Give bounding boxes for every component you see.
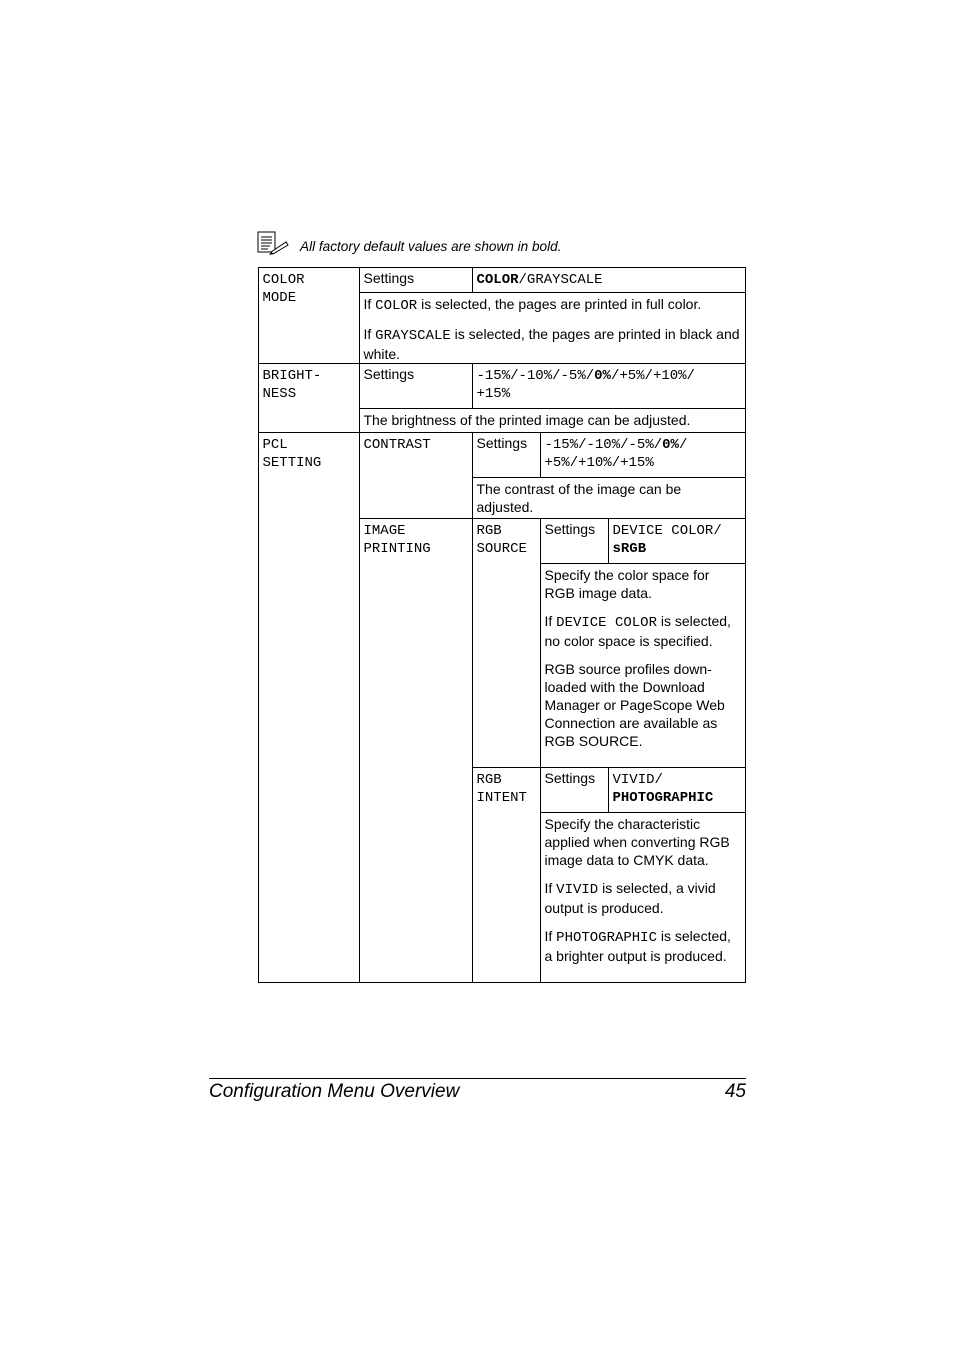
brightness-settings-label — [359, 363, 472, 408]
note-text: All factory default values are shown in bold. — [300, 239, 562, 254]
table-border-top — [258, 267, 746, 268]
settings-label: Settings — [363, 270, 415, 286]
default-value: 0% — [662, 437, 679, 453]
default-value: 0% — [594, 368, 611, 384]
image-printing-label: IMAGE PRINTING — [363, 523, 431, 557]
rgb-intent-setting-values: VIVID/ PHOTOGRAPHIC — [612, 772, 714, 806]
description-paragraph: Specify the color space for RGB image data. — [544, 567, 710, 601]
brightness-description — [359, 408, 746, 432]
table-rule — [472, 267, 473, 292]
color-mode-label — [258, 267, 359, 363]
rgb-source-description — [540, 563, 746, 767]
settings-label: Settings — [544, 521, 596, 537]
description-text: The contrast of the image can be adjusted. — [476, 481, 682, 515]
table-rule — [359, 267, 360, 983]
color-mode-label-line2: MODE — [262, 290, 297, 306]
rgb-intent-description — [540, 812, 746, 983]
pcl-label-line2: SETTING — [262, 455, 322, 471]
table-rule — [258, 432, 746, 433]
rgb-source-settings-label — [540, 518, 608, 563]
table-rule — [472, 477, 746, 478]
color-mode-settings-label — [359, 267, 472, 292]
table-rule — [608, 518, 609, 563]
description-paragraph: If VIVID is selected, a vivid output is produced. — [544, 880, 716, 916]
default-value: sRGB — [612, 541, 647, 557]
contrast-label: CONTRAST — [363, 437, 431, 453]
description-text: The brightness of the printed image can be adjusted. — [363, 412, 691, 428]
rgb-intent-settings-label — [540, 767, 608, 812]
table-border-left — [258, 267, 259, 983]
brightness-label — [258, 363, 359, 432]
table-rule — [472, 432, 473, 983]
description-paragraph: If PHOTOGRAPHIC is selected, a brighter output is produced. — [544, 928, 731, 964]
color-mode-description — [359, 292, 746, 363]
description-paragraph: If COLOR is selected, the pages are printed in full color. — [363, 296, 702, 314]
color-mode-setting-values — [472, 267, 746, 292]
default-value: PHOTOGRAPHIC — [612, 790, 714, 806]
contrast-description — [472, 477, 746, 518]
table-rule — [472, 767, 746, 768]
pcl-setting-label — [258, 432, 359, 983]
settings-label: Settings — [363, 366, 415, 382]
table-rule — [540, 518, 541, 983]
table-rule — [359, 408, 746, 409]
description-paragraph: If DEVICE COLOR is selected, no color space is specified. — [544, 613, 731, 649]
description-paragraph: Specify the characteristic applied when converting RGB image data to CMYK data. — [544, 816, 730, 868]
default-value: COLOR — [476, 272, 519, 288]
table-border-bottom — [258, 982, 746, 983]
settings-table — [258, 267, 746, 983]
settings-label: Settings — [476, 435, 528, 451]
brightness-label-line2: NESS — [262, 386, 297, 402]
table-rule — [540, 563, 746, 564]
color-mode-label-line1: COLOR — [262, 272, 305, 288]
rgb-source-setting-values: DEVICE COLOR/ sRGB — [612, 523, 722, 557]
footer-rule — [209, 1078, 746, 1079]
table-rule — [359, 518, 746, 519]
description-paragraph: RGB source profiles down-loaded with the Download Manager or PageScope Web Connection are available as RGB SOURCE. — [544, 661, 725, 749]
page-number: 45 — [724, 1081, 746, 1102]
table-rule — [472, 363, 473, 408]
contrast-setting-values: -15%/-10%/-5%/0%/ +5%/+10%/+15% — [544, 437, 688, 471]
settings-label: Settings — [544, 770, 596, 786]
rgb-source-label: RGB SOURCE — [476, 523, 527, 557]
brightness-setting-values: -15%/-10%/-5%/0%/+5%/+10%/ +15% — [476, 368, 695, 402]
footer-title: Configuration Menu Overview — [209, 1081, 460, 1102]
brightness-label-line1: BRIGHT- — [262, 368, 322, 384]
table-rule — [540, 432, 541, 477]
table-rule — [540, 812, 746, 813]
table-rule — [258, 363, 746, 364]
table-border-right — [745, 267, 746, 983]
table-rule — [359, 292, 746, 293]
note-pencil-icon — [255, 230, 291, 256]
other-values: /GRAYSCALE — [518, 272, 603, 288]
pcl-label-line1: PCL — [262, 437, 288, 453]
table-rule — [608, 767, 609, 812]
contrast-settings-label — [472, 432, 540, 477]
description-paragraph: If GRAYSCALE is selected, the pages are printed in black and white. — [363, 326, 740, 362]
rgb-intent-label: RGB INTENT — [476, 772, 527, 806]
